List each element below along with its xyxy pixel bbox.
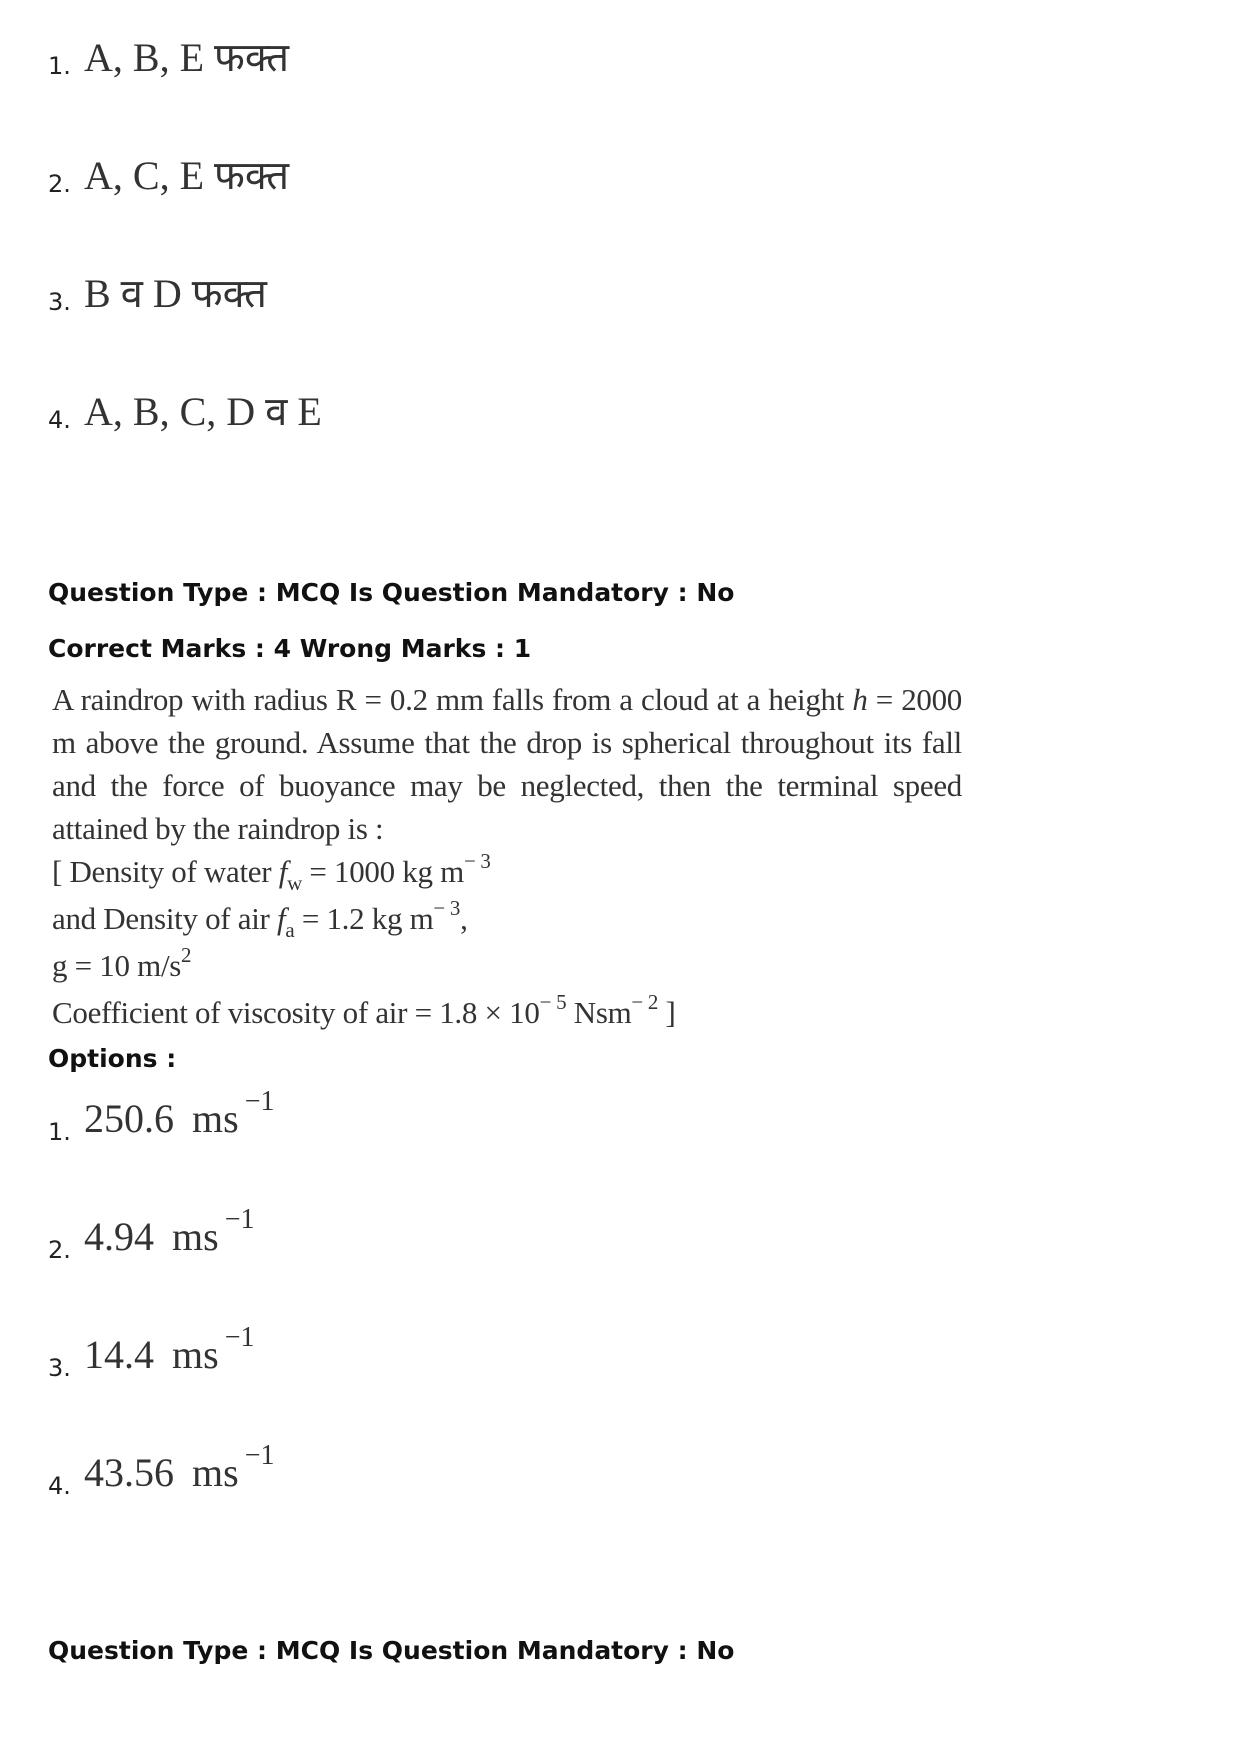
- next-question-type-line: Question Type : MCQ Is Question Mandatory : No: [48, 1636, 735, 1665]
- given-tail: ]: [658, 995, 676, 1030]
- option-number: 3.: [48, 288, 71, 316]
- speed-value: 250.6: [84, 1096, 174, 1141]
- option-number: 1.: [48, 1118, 71, 1146]
- option-3[interactable]: [48, 1322, 255, 1382]
- marks-line: Correct Marks : 4 Wrong Marks : 1: [48, 634, 532, 663]
- unit-exponent: −1: [244, 1440, 275, 1471]
- option-text: A, B, C, D व E: [84, 389, 322, 434]
- unit-exponent: −1: [224, 1322, 255, 1353]
- given-air-density: [52, 897, 962, 944]
- option-value: [84, 1322, 255, 1382]
- option-1[interactable]: [48, 1086, 275, 1146]
- option-value: [84, 1204, 255, 1264]
- given-viscosity: [52, 991, 962, 1038]
- prev-option-3[interactable]: [48, 272, 267, 316]
- given-exponent: − 3: [433, 896, 461, 920]
- option-text: A, C, E फक्त: [84, 153, 290, 198]
- speed-unit: ms: [172, 1214, 219, 1259]
- option-number: 2.: [48, 170, 71, 198]
- given-label: Coefficient of viscosity of air = 1.8 × 10: [52, 995, 540, 1030]
- given-value: g = 10 m/s: [52, 948, 182, 983]
- given-tail: ,: [460, 901, 468, 936]
- question-part2: = 2000 m above the ground. Assume that the drop is spherical throughout its fall and the force of buoyance may be neglected, then the terminal speed attained by the raindrop is :: [52, 682, 962, 846]
- speed-unit: ms: [192, 1450, 239, 1495]
- option-text: A, B, E फक्त: [84, 35, 290, 80]
- prev-option-1[interactable]: [48, 36, 289, 80]
- given-gravity: [52, 944, 962, 991]
- density-symbol: f: [278, 854, 288, 889]
- speed-value: 43.56: [84, 1450, 174, 1495]
- option-number: 2.: [48, 1236, 71, 1264]
- prev-option-4[interactable]: [48, 390, 322, 434]
- prev-option-2[interactable]: [48, 154, 289, 198]
- option-4[interactable]: [48, 1440, 275, 1500]
- given-value: = 1000 kg m: [301, 854, 464, 889]
- question-part1: A raindrop with radius R = 0.2 mm falls from a cloud at a height: [52, 682, 853, 717]
- given-unit: Nsm: [566, 995, 632, 1030]
- given-label: [ Density of water: [52, 854, 279, 889]
- unit-exponent: −1: [224, 1204, 255, 1235]
- given-unit-exponent: − 2: [631, 990, 659, 1014]
- given-exponent: − 3: [463, 849, 491, 873]
- speed-value: 4.94: [84, 1214, 154, 1259]
- speed-unit: ms: [172, 1332, 219, 1377]
- given-exponent: − 5: [539, 990, 567, 1014]
- question-text: [52, 678, 962, 1038]
- option-number: 1.: [48, 52, 71, 80]
- question-statement: [52, 678, 962, 850]
- unit-exponent: −1: [244, 1086, 275, 1117]
- question-type-line: Question Type : MCQ Is Question Mandatory : No: [48, 578, 735, 607]
- option-number: 4.: [48, 1472, 71, 1500]
- option-value: [84, 1440, 275, 1500]
- speed-unit: ms: [192, 1096, 239, 1141]
- given-label: and Density of air: [52, 901, 278, 936]
- given-exponent: 2: [181, 943, 192, 967]
- given-value: = 1.2 kg m: [294, 901, 434, 936]
- option-text: B व D फक्त: [84, 271, 267, 316]
- options-label: Options :: [48, 1044, 177, 1073]
- density-symbol: f: [277, 901, 286, 936]
- option-number: 4.: [48, 406, 71, 434]
- density-subscript: w: [287, 871, 302, 895]
- given-water-density: [52, 850, 962, 897]
- speed-value: 14.4: [84, 1332, 154, 1377]
- density-subscript: a: [285, 918, 295, 942]
- height-symbol: h: [852, 682, 868, 717]
- option-value: [84, 1086, 275, 1146]
- option-2[interactable]: [48, 1204, 255, 1264]
- option-number: 3.: [48, 1354, 71, 1382]
